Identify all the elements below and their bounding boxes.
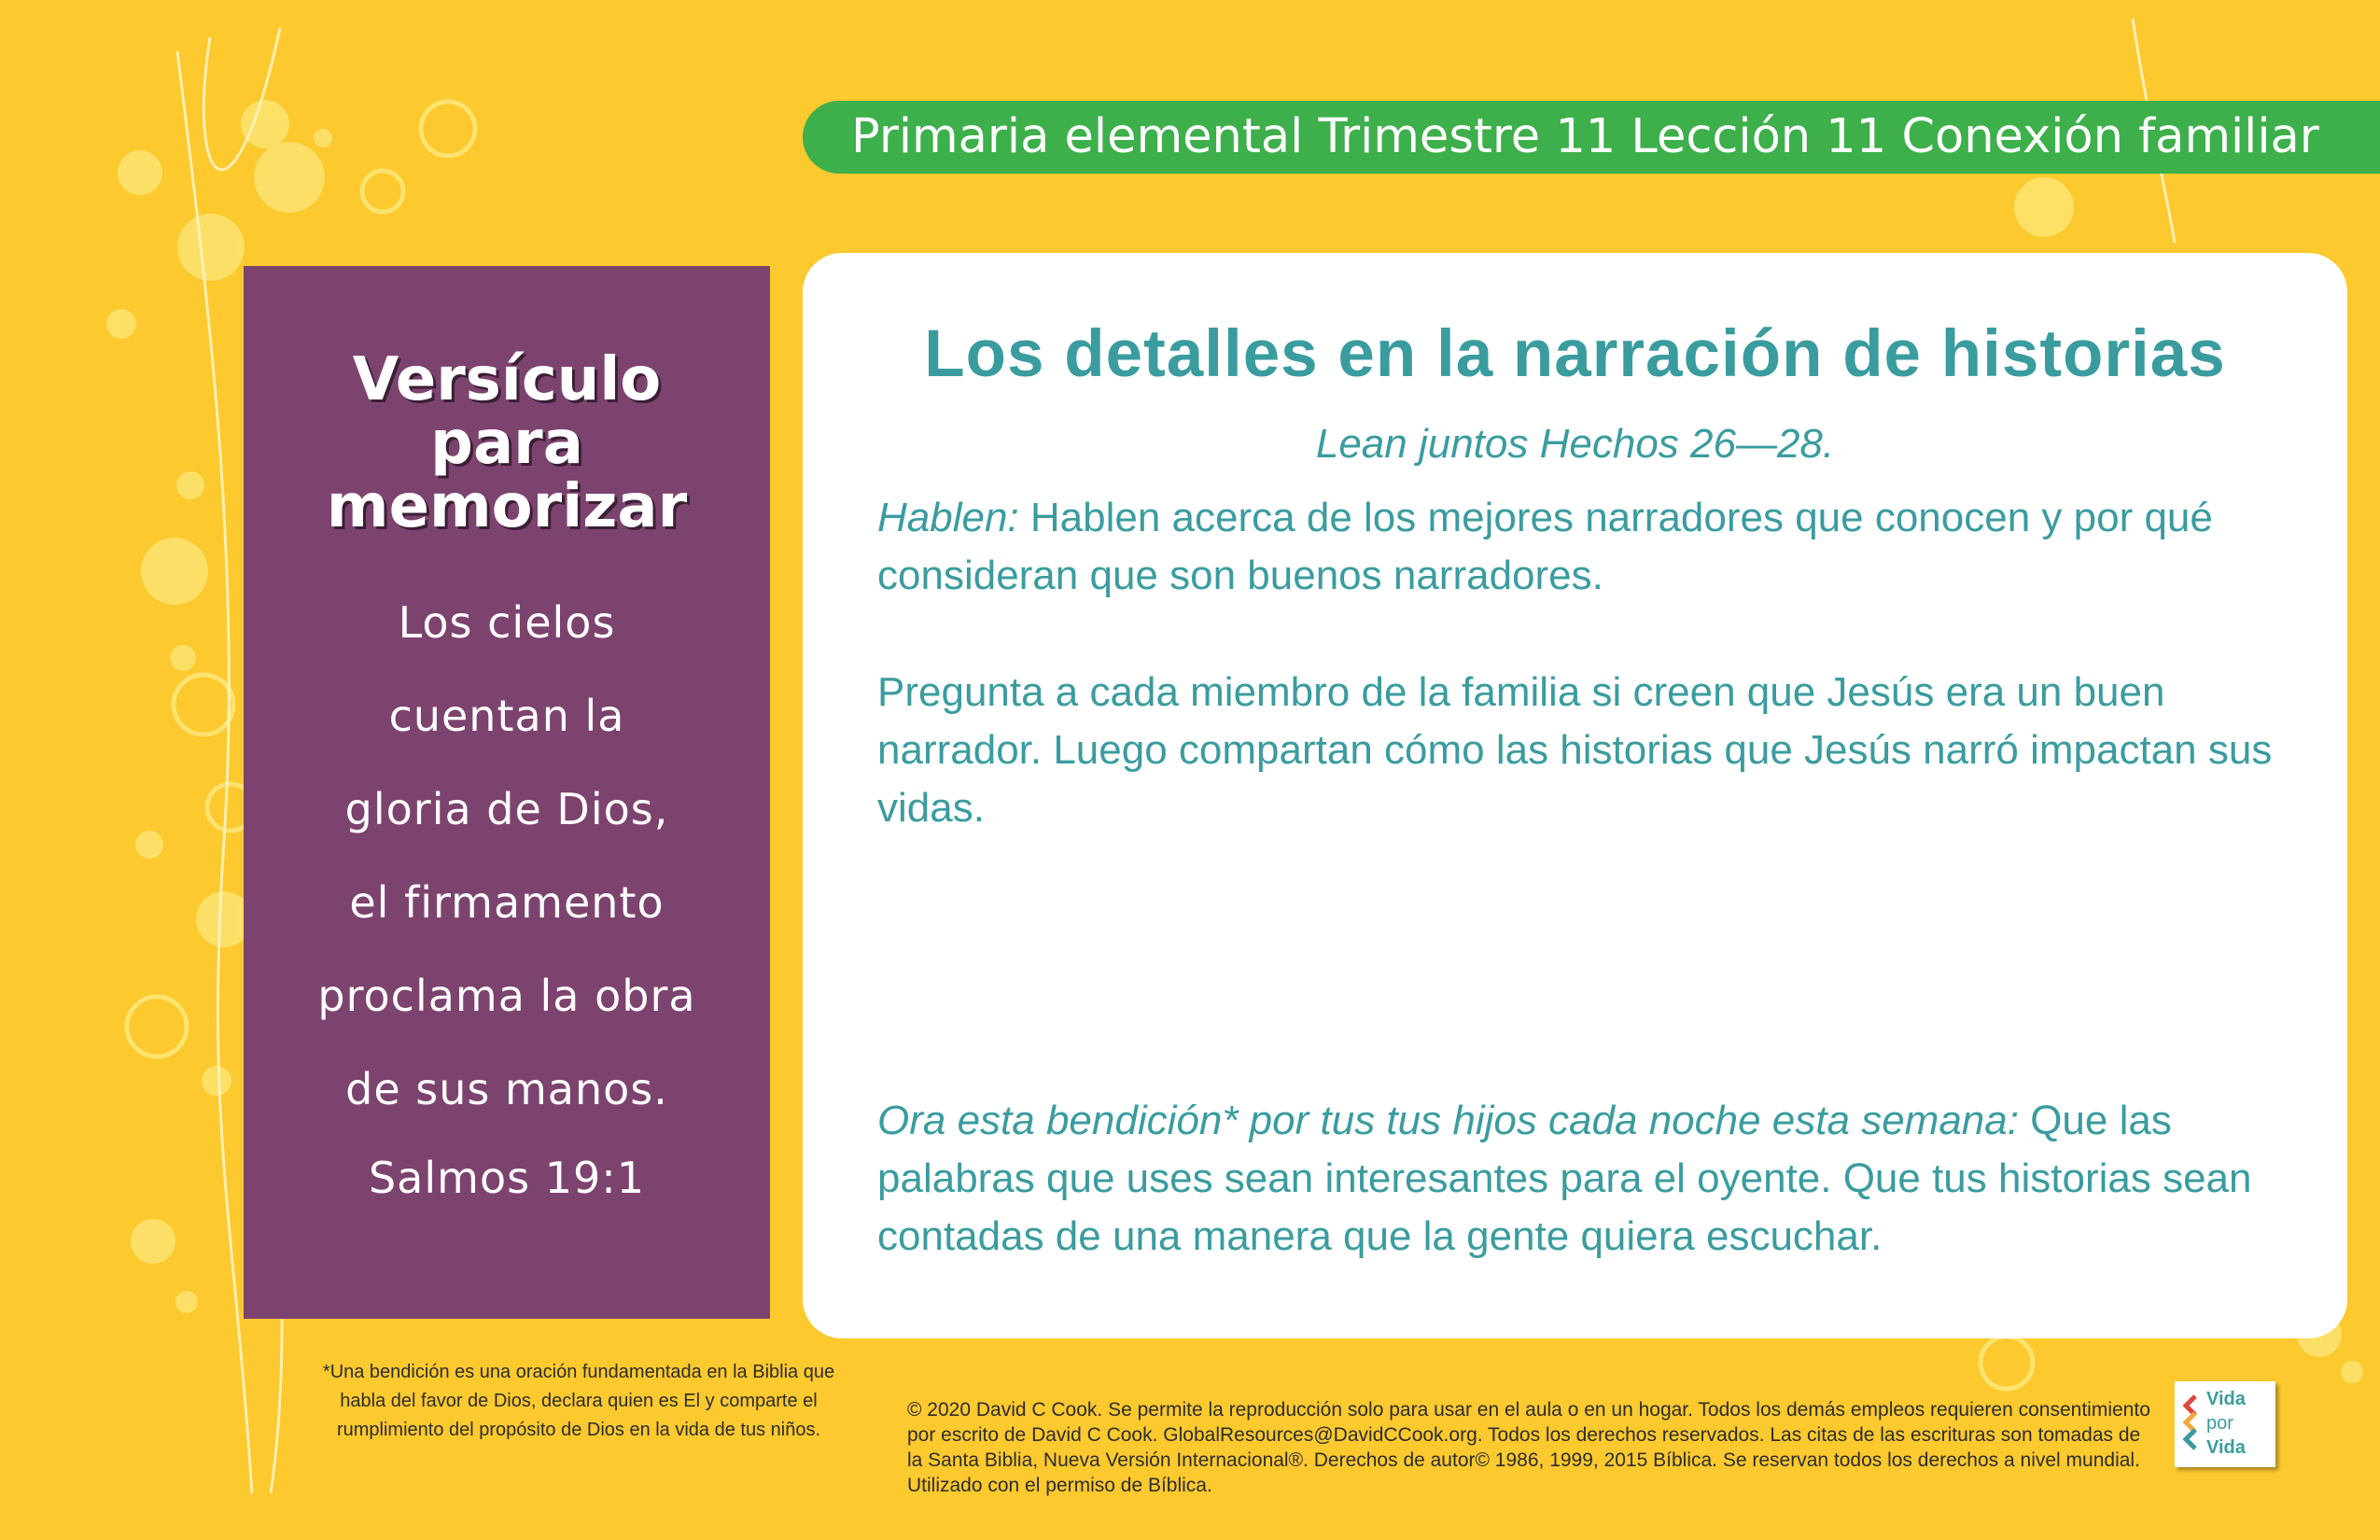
zigzag-icon [2182,1394,2203,1452]
blessing-text: Que las palabras que uses sean interesantes para el oyente. Que tus historias sean contadas de una manera que la gente quiera escuchar. [877,1098,2252,1259]
talk-paragraph [877,489,2296,605]
lesson-subtitle: Lean juntos Hechos 26—28. [1315,421,1835,467]
talk-text: Hablen acerca de los mejores narradores que conocen y por qué consideran que son buenos narradores. [877,495,2213,598]
verse-line: cuentan la [388,691,625,741]
memory-verse-title [244,345,770,541]
blessing-footnote: *Una bendición es una oración fundamentada en la Biblia que habla del favor de Dios, declara quien es El y comparte el rumplimiento del propósito de Dios en la vida de tus niños. [322,1362,835,1440]
verse-line: el firmamento [349,877,665,928]
logo-word: Vida [2206,1389,2246,1409]
verse-line: de sus manos. [345,1064,668,1114]
verse-line: gloria de Dios, [344,784,669,834]
copyright-notice: © 2020 David C Cook. Se permite la reproducción solo para usar en el aula o en un hogar. Todos los demás empleos requieren consentimiento por escrito de David C Cook. GlobalResources@DavidCCook.org. Todos los derechos reservados. Las citas de las escrituras son tomadas de la Santa Biblia, Nueva Versión Internacional®. Derechos de autor© 1986, 1999, 2015 Bíblica. Se reservan todos los derechos a nivel mundial. Utilizado con el permiso de Bíblica. [907,1399,2150,1496]
question-paragraph: Pregunta a cada miembro de la familia si creen que Jesús era un buen narrador. Luego compartan cómo las historias que Jesús narró impactan sus vidas. [877,669,2273,831]
lesson-title: Los detalles en la narración de historias [924,317,2226,391]
memory-verse-panel [244,266,770,1319]
memory-verse-title-line: Versículo [352,345,662,414]
lesson-card [803,253,2347,1338]
memory-verse-text [244,576,770,1136]
verse-line: Los cielos [398,597,616,648]
logo-word: Vida [2206,1437,2246,1458]
logo-word: por [2206,1413,2233,1434]
memory-verse-title-line: para [430,409,583,478]
blessing-paragraph [877,1092,2296,1266]
verse-line: proclama la obra [317,971,696,1021]
verse-reference: Salmos 19:1 [368,1153,645,1203]
vida-por-vida-logo [2175,1381,2275,1467]
memory-verse-title-line: memorizar [326,472,688,541]
talk-lead: Hablen: [877,495,1019,540]
header-banner: Primaria elemental Trimestre 11 Lección 11 Conexión familiar [803,101,2380,174]
blessing-lead: Ora esta bendición* por tus tus hijos cada noche esta semana: [877,1098,2019,1143]
logo-wordmark [2206,1387,2246,1460]
